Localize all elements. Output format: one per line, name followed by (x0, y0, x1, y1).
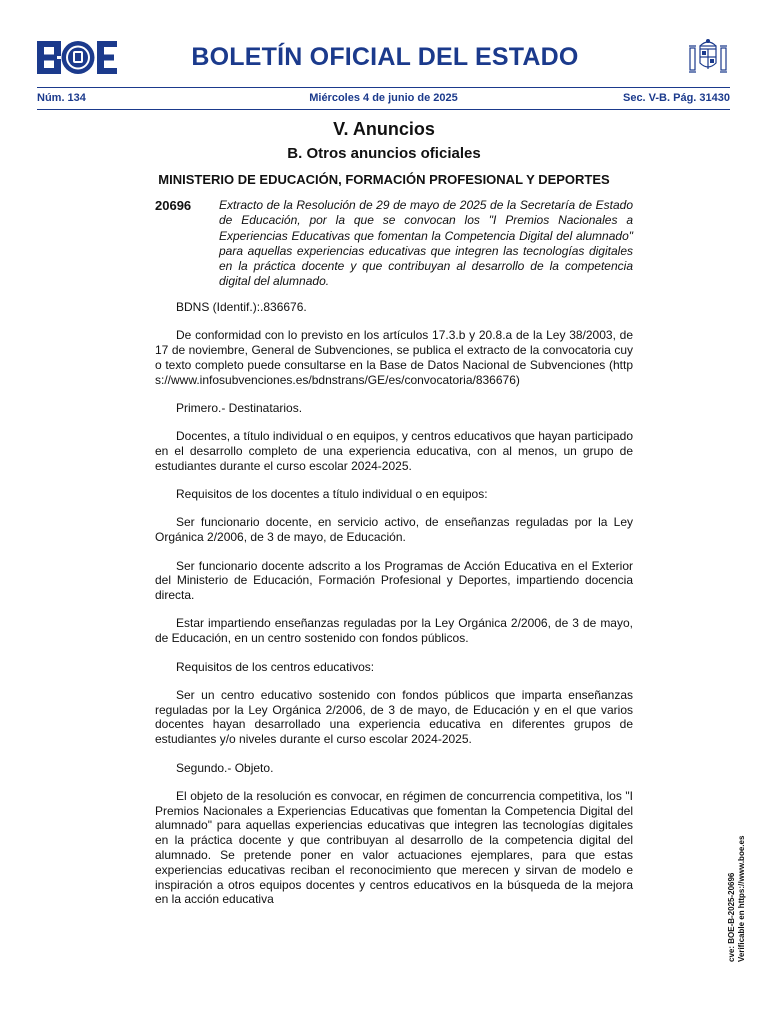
heading-destinatarios: Primero.- Destinatarios. (176, 400, 303, 415)
paragraph-bdns: BDNS (Identif.):.836676. (176, 300, 307, 314)
paragraph: Ser funcionario docente, en servicio activo, de enseñanzas reguladas por la Ley Orgánica 2/2006, de 3 de mayo, de Educación. (155, 515, 633, 545)
announcement-body (155, 300, 633, 921)
paragraph: Estar impartiendo enseñanzas reguladas por la Ley Orgánica 2/2006, de 3 de mayo, de Educación, en un centro sostenido con fondos públicos. (155, 616, 633, 646)
coat-of-arms-icon (686, 36, 730, 78)
issue-number: Núm. 134 (37, 92, 86, 104)
paragraph: Requisitos de los docentes a título individual o en equipos: (176, 487, 488, 502)
ministry-heading: MINISTERIO DE EDUCACIÓN, FORMACIÓN PROFESIONAL Y DEPORTES (158, 172, 610, 187)
gazette-title: BOLETÍN OFICIAL DEL ESTADO (191, 43, 579, 71)
heading-objeto: Segundo.- Objeto. (176, 760, 274, 775)
issue-info-bar (37, 92, 730, 106)
paragraph: Docentes, a título individual o en equipos, y centros educativos que hayan participado en el desarrollo completo de una experiencia educativa, con al menos, un grupo de estudiantes durante el curso escolar 2024-2025. (155, 429, 633, 473)
section-page: Sec. V-B. Pág. 31430 (622, 92, 730, 104)
paragraph: Ser un centro educativo sostenido con fondos públicos que imparta enseñanzas reguladas por la Ley Orgánica 2/2006, de 3 de mayo, de Educación y en el que varios docentes hayan desarrollado una experiencia educativa en diferentes grupos de estudiantes y/o niveles durante el curso escolar 2024-2025. (155, 687, 633, 747)
cve-code: cve: BOE-B-2025-20696 (727, 872, 736, 962)
verify-link[interactable]: Verificable en https://www.boe.es (737, 835, 746, 962)
subsection-title: B. Otros anuncios oficiales (287, 145, 481, 162)
header-divider-bottom (37, 109, 730, 110)
paragraph: El objeto de la resolución es convocar, en régimen de concurrencia competitiva, los "I Premios Nacionales a Experiencias Educativas que fomentan la Competencia Digital del alumnado" para aquellas experiencias educativas que integren las tecnologías digitales en la práctica docente y que contribuyan al desarrollo de la competencia digital del alumnado. Se pretende poner en valor actuaciones ejemplares, para que estas experiencias educativas reciban el reconocimiento que merecen y sirvan de modelo e inspiración a otros equipos docentes y centros educativos en la búsqueda de la mejora en la acción educativa (155, 788, 633, 907)
section-title: V. Anuncios (333, 119, 435, 139)
announcement-number: 20696 (155, 198, 192, 213)
header-divider-top (37, 87, 730, 88)
verification-note (727, 836, 747, 962)
announcement-summary: Extracto de la Resolución de 29 de mayo de 2025 de la Secretaría de Estado de Educación, por la que se convocan los "I Premios Nacionales a Experiencias Educativas que fomentan la Competencia Digital del alumnado" para aquellas experiencias educativas que integren las tecnologías digitales en la práctica docente y que contribuyan al desarrollo de la competencia digital del alumnado. (219, 198, 633, 289)
boe-logo (37, 41, 117, 74)
paragraph-legal-basis: De conformidad con lo previsto en los artículos 17.3.b y 20.8.a de la Ley 38/2003, de 17 de noviembre, General de Subvenciones, se publica el extracto de la convocatoria cuyo texto completo puede consultarse en la Base de Datos Nacional de Subvenciones (https://www.infosubvenciones.es/bdnstrans/GE/es/convocatoria/836676) (155, 328, 633, 387)
paragraph: Requisitos de los centros educativos: (176, 659, 375, 674)
paragraph: Ser funcionario docente adscrito a los Programas de Acción Educativa en el Exterior del Ministerio de Educación, Formación Profesional y Deportes, impartiendo docencia directa. (155, 558, 633, 603)
issue-date: Miércoles 4 de junio de 2025 (309, 92, 458, 104)
